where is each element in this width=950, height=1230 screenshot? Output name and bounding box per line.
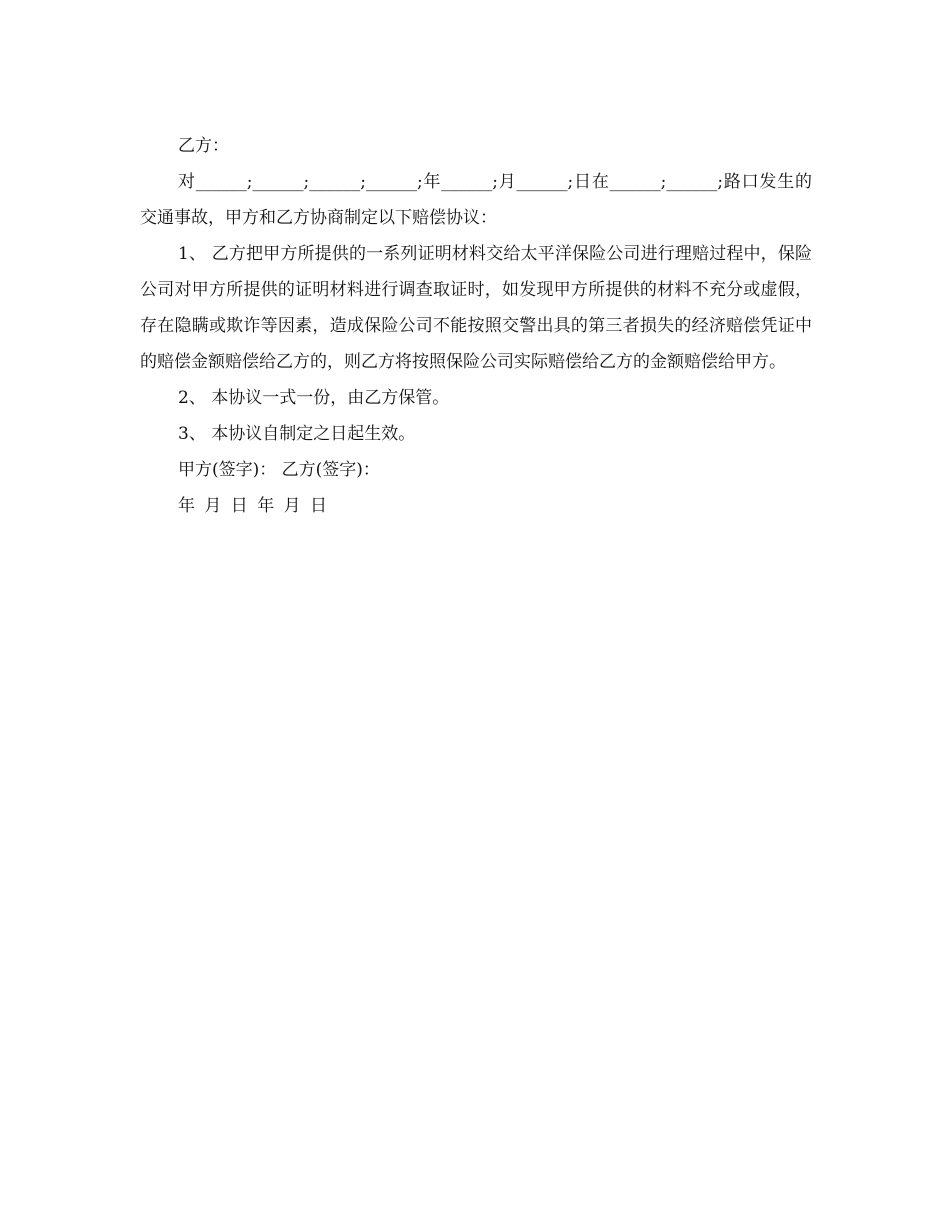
party-b-label: 乙方： [178, 136, 229, 156]
document-body [140, 128, 812, 524]
clause-1: 1、 乙方把甲方所提供的一系列证明材料交给太平洋保险公司进行理赔过程中，保险公司对甲方所提供的证明材料进行调查取证时，如发现甲方所提供的材料不充分或虚假，存在隐瞒或欺诈等因素，造成保险公司不能按照交警出具的第三者损失的经济赔偿凭证中的赔偿金额赔偿给乙方的，则乙方将按照保险公司实际赔偿给乙方的金额赔偿给甲方。 [140, 244, 812, 372]
date-line: 年 月 日 年 月 日 [178, 496, 328, 516]
signature-line: 甲方(签字)： 乙方(签字)： [178, 460, 380, 480]
clause-3: 3、 本协议自制定之日起生效。 [178, 424, 416, 444]
clause-2: 2、 本协议一式一份，由乙方保管。 [178, 388, 450, 408]
accident-paragraph: 对______;______;______;______;年______;月______;日在______;______;路口发生的交通事故，甲方和乙方协商制定以下赔偿协议： [140, 172, 812, 228]
